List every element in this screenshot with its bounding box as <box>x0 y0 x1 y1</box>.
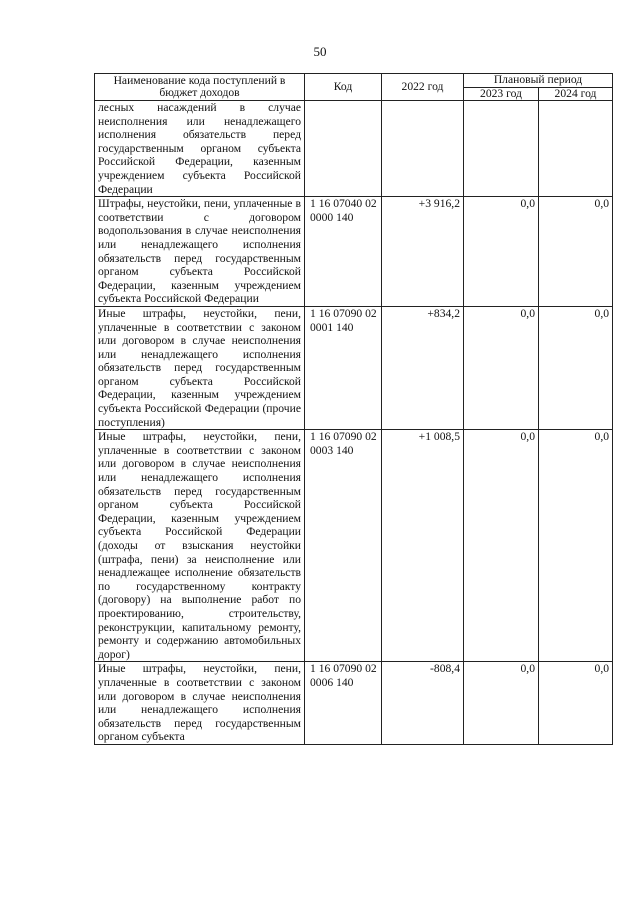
row-value-2022: +1 008,5 <box>382 430 464 662</box>
table-row <box>95 430 613 662</box>
row-code: 1 16 07090 02 0003 140 <box>305 430 382 662</box>
row-value-2022: +3 916,2 <box>382 197 464 307</box>
row-value-2023: 0,0 <box>464 197 539 307</box>
row-value-2022: -808,4 <box>382 662 464 745</box>
header-year-2024: 2024 год <box>539 87 613 101</box>
header-code: Код <box>305 74 382 101</box>
table-row <box>95 197 613 307</box>
row-name: Иные штрафы, неустойки, пени, уплаченные в соответствии с законом или договором в случае неисполнения или ненадлежащего исполнения обязательств перед государственным органом субъекта <box>95 662 305 745</box>
row-name: лесных насаждений в случае неисполнения или ненадлежащего исполнения обязательств перед государственным органом субъекта Российской Федерации, казенным учреждением субъекта Российской Федерации <box>95 101 305 197</box>
header-planned-period: Плановый период <box>464 74 613 88</box>
header-year-2022: 2022 год <box>382 74 464 101</box>
row-name: Иные штрафы, неустойки, пени, уплаченные в соответствии с законом или договором в случае неисполнения или ненадлежащего исполнения обязательств перед государственным органом субъекта Российской Федерации, казенным учреждением субъекта Российской Федерации (прочие поступления) <box>95 306 305 429</box>
table-row <box>95 101 613 197</box>
header-name: Наименование кода поступлений в бюджет доходов <box>95 74 305 101</box>
row-value-2024: 0,0 <box>539 662 613 745</box>
table-row <box>95 662 613 745</box>
row-code: 1 16 07090 02 0006 140 <box>305 662 382 745</box>
row-value-2024 <box>539 101 613 197</box>
row-value-2024: 0,0 <box>539 430 613 662</box>
row-value-2023: 0,0 <box>464 662 539 745</box>
row-name: Иные штрафы, неустойки, пени, уплаченные в соответствии с законом или договором в случае неисполнения или ненадлежащего исполнения обязательств перед государственным органом субъекта Российской Федерации, казенным учреждением субъекта Российской Федерации (доходы от взыскания неустойки (штрафа, пени) за неисполнение или ненадлежащее исполнение обязательств по государственному контракту (договору) на выполнение работ по проектированию, строительству, реконструкции, капитальному ремонту, ремонту и содержанию автомобильных дорог) <box>95 430 305 662</box>
row-value-2022: +834,2 <box>382 306 464 429</box>
row-code: 1 16 07040 02 0000 140 <box>305 197 382 307</box>
row-code: 1 16 07090 02 0001 140 <box>305 306 382 429</box>
page-number: 50 <box>313 44 327 59</box>
row-name: Штрафы, неустойки, пени, уплаченные в соответствии с договором водопользования в случае неисполнения или ненадлежащего исполнения обязательств перед государственным органом субъекта Российской Федерации, казенным учреждением субъекта Российской Федерации <box>95 197 305 307</box>
header-year-2023: 2023 год <box>464 87 539 101</box>
row-value-2024: 0,0 <box>539 306 613 429</box>
row-value-2024: 0,0 <box>539 197 613 307</box>
row-value-2023: 0,0 <box>464 430 539 662</box>
row-value-2023 <box>464 101 539 197</box>
row-value-2022 <box>382 101 464 197</box>
table-row <box>95 306 613 429</box>
row-code <box>305 101 382 197</box>
row-value-2023: 0,0 <box>464 306 539 429</box>
budget-revenue-table <box>94 73 613 745</box>
